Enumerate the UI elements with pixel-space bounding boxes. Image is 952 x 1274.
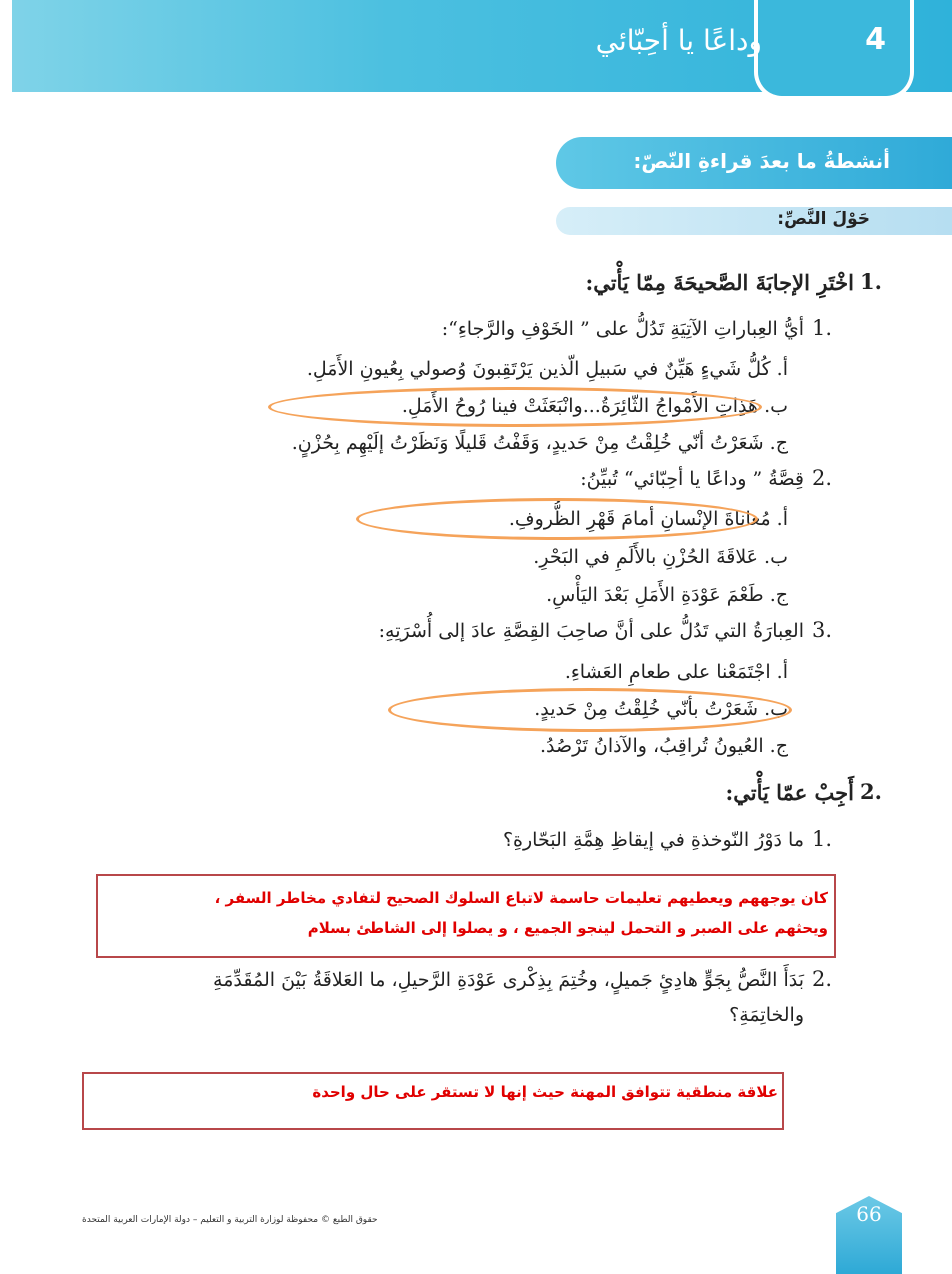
subsection-title: حَوْلَ النَّصِّ: — [777, 209, 870, 229]
q2-item2-text-cont: والخاتِمَةِ؟ — [729, 1004, 804, 1026]
q1-item1-option-a: أ. كُلُّ شَيءٍ هَيِّنٌ في سَبيلِ الّذين يَرْتَقِبونَ وُصولي بِعُيونِ الأَمَلِ. — [306, 358, 788, 380]
q1-item1-number: 1. — [812, 316, 833, 340]
q1-number: 1. — [860, 269, 882, 294]
chapter-title: وداعًا يا أحِبّائي — [595, 24, 762, 57]
q1-item2-option-c: ج. طَعْمَ عَوْدَةِ الأَمَلِ بَعْدَ اليَأْسِ. — [546, 584, 788, 606]
chapter-number-box — [754, 0, 914, 100]
answer-box — [96, 874, 836, 958]
page-number: 66 — [856, 1202, 882, 1226]
q1-item3-option-b: ب. شَعَرْتُ بأنّي خُلِقْتُ مِنْ حَديدٍ. — [534, 698, 788, 720]
q1-item2-option-b: ب. عَلاقَةَ الحُزْنِ بالأَلَمِ في البَحْرِ. — [533, 546, 788, 568]
answer-line: علاقة منطقية تتوافق المهنة حيث إنها لا تستقر على حال واحدة — [312, 1083, 778, 1101]
q2-title: أَجِبْ عمّا يَأْتي: — [725, 780, 854, 805]
q2-item2-text: بَدَأَ النَّصُّ بِجَوٍّ هادِئٍ جَميلٍ، وخُتِمَ بِذِكْرى عَوْدَةِ الرَّحيلِ، ما العَلاقَةُ بَيْنَ المُقَدِّمَةِ — [213, 969, 804, 991]
section-banner — [556, 137, 952, 189]
chapter-number: 4 — [865, 22, 886, 57]
q1-item2-text: قِصَّةُ ” وداعًا يا أحِبّائي“ تُبيِّنُ: — [580, 468, 804, 490]
copyright-notice: حقوق الطبع © محفوظة لوزارة التربية و التعليم – دولة الإمارات العربية المتحدة — [82, 1215, 378, 1225]
answer-box — [82, 1072, 784, 1130]
q2-item2-number: 2. — [812, 967, 833, 991]
subsection-banner — [556, 207, 952, 235]
answer-line: كان يوجههم ويعطيهم تعليمات حاسمة لاتباع السلوك الصحيح لتفادي مخاطر السفر ، — [214, 889, 828, 907]
chapter-header — [12, 0, 952, 92]
q2-item1-number: 1. — [812, 827, 833, 851]
q1-item3-number: 3. — [812, 618, 833, 642]
q1-item3-option-c: ج. العُيونُ تُراقِبُ، والآذانُ تَرْصُدُ. — [539, 735, 788, 757]
answer-line: ويحثهم على الصبر و التحمل لينجو الجميع ، و يصلوا إلى الشاطئ بسلام — [307, 919, 828, 937]
q2-item1-text: ما دَوْرُ النّوخذةِ في إيقاظِ هِمَّةِ البَحّارةِ؟ — [502, 829, 804, 851]
q1-title: اخْتَرِ الإجابَةَ الصَّحيحَةَ مِمّا يَأْتي: — [585, 270, 854, 295]
q1-item3-option-a: أ. اجْتَمَعْنا على طعامِ العَشاءِ. — [564, 661, 788, 683]
section-title: أنشطةُ ما بعدَ قراءةِ النّصّ: — [633, 149, 890, 173]
q1-item1-option-b: ب. هَذِاتِ الأَمْواجُ الثّائِرَةُ...وانْبَعَثَتْ فينا رُوحُ الأَمَلِ. — [401, 395, 788, 417]
q2-number: 2. — [860, 779, 882, 804]
q1-item1-text: أيُّ العِباراتِ الآتِيَةِ تَدُلُّ على ” الخَوْفِ والرَّجاءِ“: — [441, 318, 804, 340]
highlight-ellipse — [268, 387, 762, 427]
q1-item2-number: 2. — [812, 466, 833, 490]
q1-item2-option-a: أ. مُعاناةَ الإنْسانِ أمامَ قَهْرِ الظُّروفِ. — [508, 508, 788, 530]
q1-item3-text: العِبارَةُ التي تَدُلُّ على أنَّ صاحِبَ القِصَّةِ عادَ إلى أُسْرَتِهِ: — [378, 620, 804, 642]
highlight-ellipse — [356, 498, 758, 540]
highlight-ellipse — [388, 688, 792, 732]
q1-item1-option-c: ج. شَعَرْتُ أنّي خُلِقْتُ مِنْ حَديدٍ، وَقَفْتُ قَليلًا وَنَظَرْتُ إلَيْهِم بِحُزْنٍ. — [291, 432, 788, 454]
